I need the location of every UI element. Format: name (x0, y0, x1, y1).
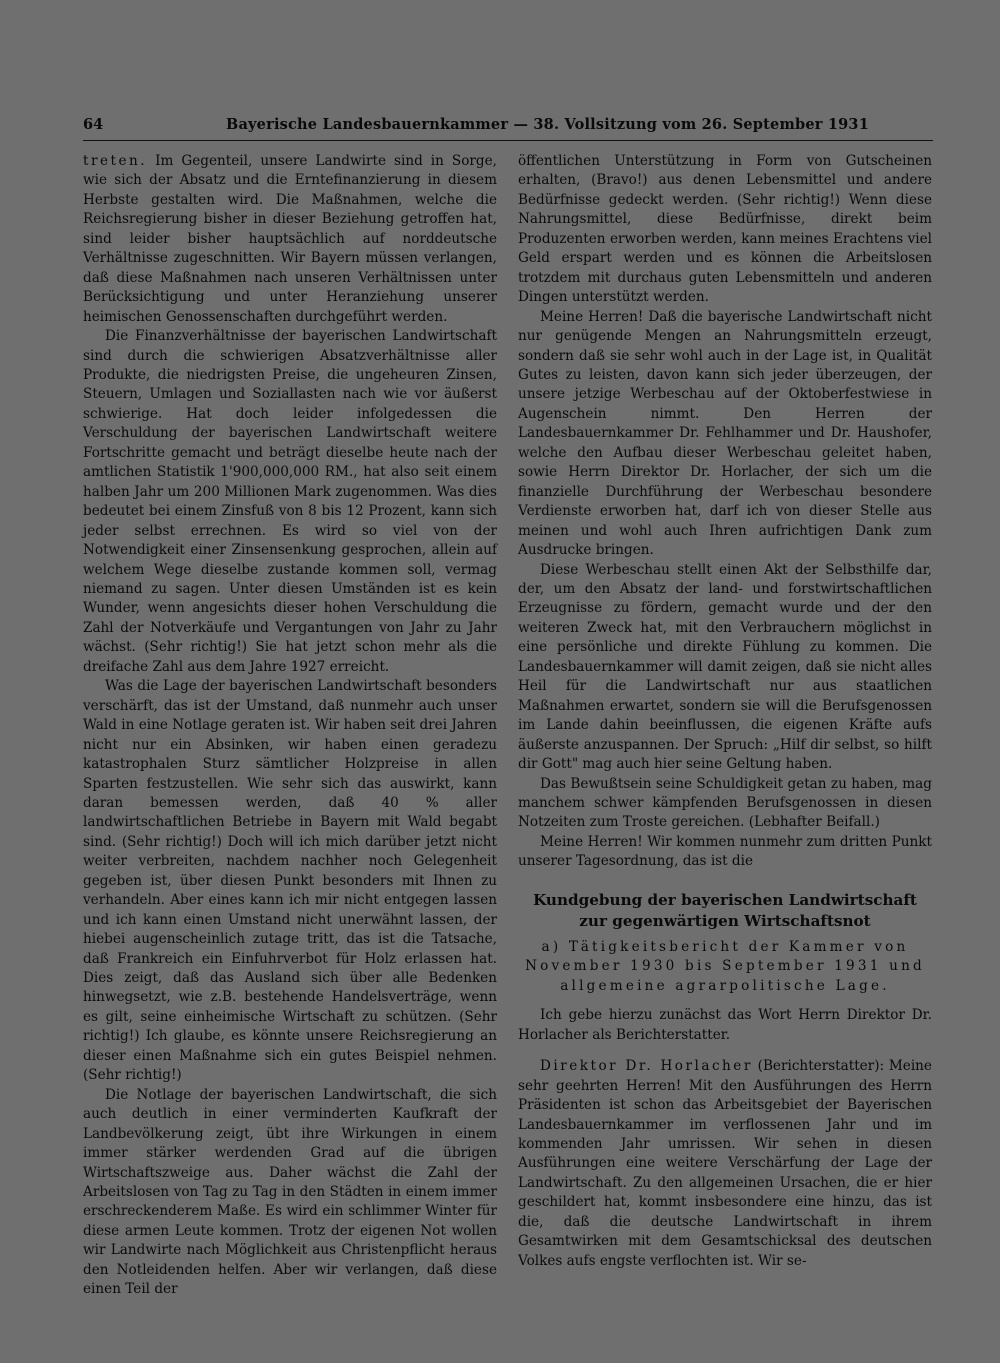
agenda-subheading: a) Tätigkeitsbericht der Kammer von November 1930 bis September 1931 und allgemeine agrarpolitische Lage. (525, 938, 925, 994)
paragraph (518, 1057, 932, 1271)
paragraph: öffentlichen Unterstützung in Form von Gutscheinen erhalten, (Bravo!) aus denen Lebensmittel und andere Bedürfnisse gedeckt werden. (Sehr richtig!) Wenn diese Nahrungsmittel, diese Bedürfnisse, direkt beim Produzenten erworben werden, kann meines Erachtens viel Geld erspart werden und es können die Arbeitslosen trotzdem mit durchaus guten Lebensmitteln und anderen Dingen unterstützt werden. (518, 153, 932, 306)
speaker-name: Direktor Dr. Horlacher (540, 1058, 753, 1075)
left-column (83, 152, 497, 1300)
paragraph (83, 152, 497, 327)
paragraph: Was die Lage der bayerischen Landwirtschaft besonders verschärft, das ist der Umstand, daß nunmehr auch unser Wald in eine Notlage geraten ist. Wir haben seit drei Jahren nicht nur ein Absinken, wir haben einen geradezu katastrophalen Sturz sämtlicher Holzpreise in allen Sparten festzustellen. Wie sehr sich das auswirkt, kann daran bemessen werden, daß 40 % aller landwirtschaftlichen Betriebe in Bayern mit Wald begabt sind. (Sehr richtig!) Doch will ich mich darüber jetzt nicht weiter verbreiten, nachdem nachher noch Gelegenheit gegeben ist, über diesen Punkt besonders mit Ihnen zu verhandeln. Aber eines kann ich mir nicht entgegen lassen und ich kann einen Umstand nicht unerwähnt lassen, der hiebei augenscheinlich zutage tritt, das ist die Tatsache, daß Frankreich ein Einfuhrverbot für Holz erlassen hat. Dies zeigt, daß das Ausland sich über alle Bedenken hinwegsetzt, wie z.B. bestehende Handelsverträge, wenn es gilt, seine einheimische Wirtschaft zu schützen. (Sehr richtig!) Ich glaube, es könnte unsere Reichsregierung an dieser einen Maßnahme sich ein gutes Beispiel nehmen. (Sehr richtig!) (83, 678, 497, 1084)
spaced-word: treten. (83, 153, 148, 169)
paragraph: Diese Werbeschau stellt einen Akt der Selbsthilfe dar, der, um den Absatz der land- und forstwirtschaftlichen Erzeugnisse zu fördern, gemacht wurde und der den weiteren Zweck hat, mit den Verbrauchern möglichst in eine persönliche und direkte Fühlung zu kommen. Die Landesbauernkammer will damit zeigen, daß sie nicht alles Heil für die Landwirtschaft nur aus staatlichen Maßnahmen erwartet, sondern sie will die Berufsgenossen im Lande dahin beeinflussen, die eigenen Kräfte aufs äußerste anzuspannen. Der Spruch: „Hilf dir selbst, so hilft dir Gott" mag auch hier seine Geltung haben. (518, 561, 932, 773)
paragraph-text: Im Gegenteil, unsere Landwirte sind in Sorge, wie sich der Absatz und die Erntefinanzierung in diesem Herbste gestalten wird. Die Maßnahmen, welche die Reichsregierung bisher in dieser Beziehung getroffen hat, sind leider bisher hauptsächlich auf norddeutsche Verhältnisse zugeschnitten. Wir Bayern müssen verlangen, daß diese Maßnahmen nach unseren Verhältnissen unter Berücksichtigung und unter Heranziehung unserer heimischen Genossenschaften durchgeführt werden. (83, 153, 497, 325)
paragraph: Die Notlage der bayerischen Landwirtschaft, die sich auch deutlich in einer verminderten Kaufkraft der Landbevölkerung zeigt, übt ihre Wirkungen in einem immer stärker werdenden Grad auf die übrigen Wirtschaftszweige aus. Daher wächst die Zahl der Arbeitslosen von Tag zu Tag in den Städten in einem immer erschreckenderem Maße. Es wird ein schlimmer Winter für diese armen Leute kommen. Trotz der eigenen Not wollen wir Landwirte nach Möglichkeit aus Christenpflicht heraus den Notleidenden helfen. Aber wir verlangen, daß diese einen Teil der (83, 1086, 497, 1298)
paragraph: Meine Herren! Daß die bayerische Landwirtschaft nicht nur genügende Mengen an Nahrungsmitteln erzeugt, sondern daß sie sehr wohl auch in der Lage ist, in Qualität Gutes zu leisten, davon kann sich jeder überzeugen, der unsere jetzige Werbeschau auf der Oktoberfestwiese in Augenschein nimmt. Den Herren der Landesbauernkammer Dr. Fehlhammer und Dr. Haushofer, welche den Aufbau dieser Werbeschau geleitet haben, sowie Herrn Direktor Dr. Horlacher, der sich um die finanzielle Durchführung der Werbeschau besondere Verdienste erworben hat, darf ich von dieser Stelle aus meinen und wohl auch Ihren aufrichtigen Dank zum Ausdrucke bringen. (518, 308, 932, 559)
paragraph: Meine Herren! Wir kommen nunmehr zum dritten Punkt unserer Tagesordnung, das ist die (518, 833, 932, 870)
paragraph-text: (Berichterstatter): Meine sehr geehrten Herren! Mit den Ausführungen des Herrn Präsidenten ist schon das Arbeitsgebiet der Bayerischen Landesbauernkammer im verflossenen Jahr und im kommenden Jahr umrissen. Wir sehen in diesen Ausführungen eine weitere Verschärfung der Lage der Landwirtschaft. Zu den allgemeinen Ursachen, die er hier geschildert hat, kommt insbesondere eine hinzu, das ist die, daß die deutsche Landwirtschaft in ihrem Gesamtwirken mit dem Gesamtschicksal des deutschen Volkes aufs engste verflochten ist. Wir se- (518, 1058, 932, 1269)
paragraph: Das Bewußtsein seine Schuldigkeit getan zu haben, mag manchem schwer kämpfenden Berufsgenossen in diesen Notzeiten zum Troste gereichen. (Lebhafter Beifall.) (518, 775, 932, 831)
page-number: 64 (83, 116, 104, 133)
running-title: Bayerische Landesbauernkammer — 38. Vollsitzung vom 26. September 1931 (226, 116, 870, 133)
section-heading: Kundgebung der bayerischen Landwirtschaft zur gegenwärtigen Wirtschaftsnot (533, 890, 917, 930)
paragraph: Die Finanzverhältnisse der bayerischen Landwirtschaft sind durch die schwierigen Absatzverhältnisse aller Produkte, die niedrigsten Preise, die ungeheuren Zinsen, Steuern, Umlagen und Soziallasten nach wie vor äußerst schwierige. Hat doch leider infolgedessen die Verschuldung der bayerischen Landwirtschaft weitere Fortschritte gemacht und beträgt dieselbe heute nach der amtlichen Statistik 1'900,000,000 RM., hat also seit einem halben Jahr um 200 Millionen Mark zugenommen. Was dies bedeutet bei einem Zinsfuß von 8 bis 12 Prozent, kann sich jeder selbst errechnen. Es wird so viel von der Notwendigkeit einer Zinsensenkung gesprochen, allein auf welchem Wege dieselbe zustande kommen soll, vermag niemand zu sagen. Unter diesen Umständen ist es kein Wunder, wenn angesichts dieser hohen Verschuldung die Zahl der Notverkäufe und Vergantungen von Jahr zu Jahr wächst. (Sehr richtig!) Sie hat jetzt schon mehr als die dreifache Zahl aus dem Jahre 1927 erreicht. (83, 328, 497, 675)
right-column (518, 152, 932, 1271)
paragraph: Ich gebe hierzu zunächst das Wort Herrn Direktor Dr. Horlacher als Berichterstatter. (518, 1007, 932, 1043)
header-rule (83, 140, 933, 141)
page-header (83, 116, 933, 138)
